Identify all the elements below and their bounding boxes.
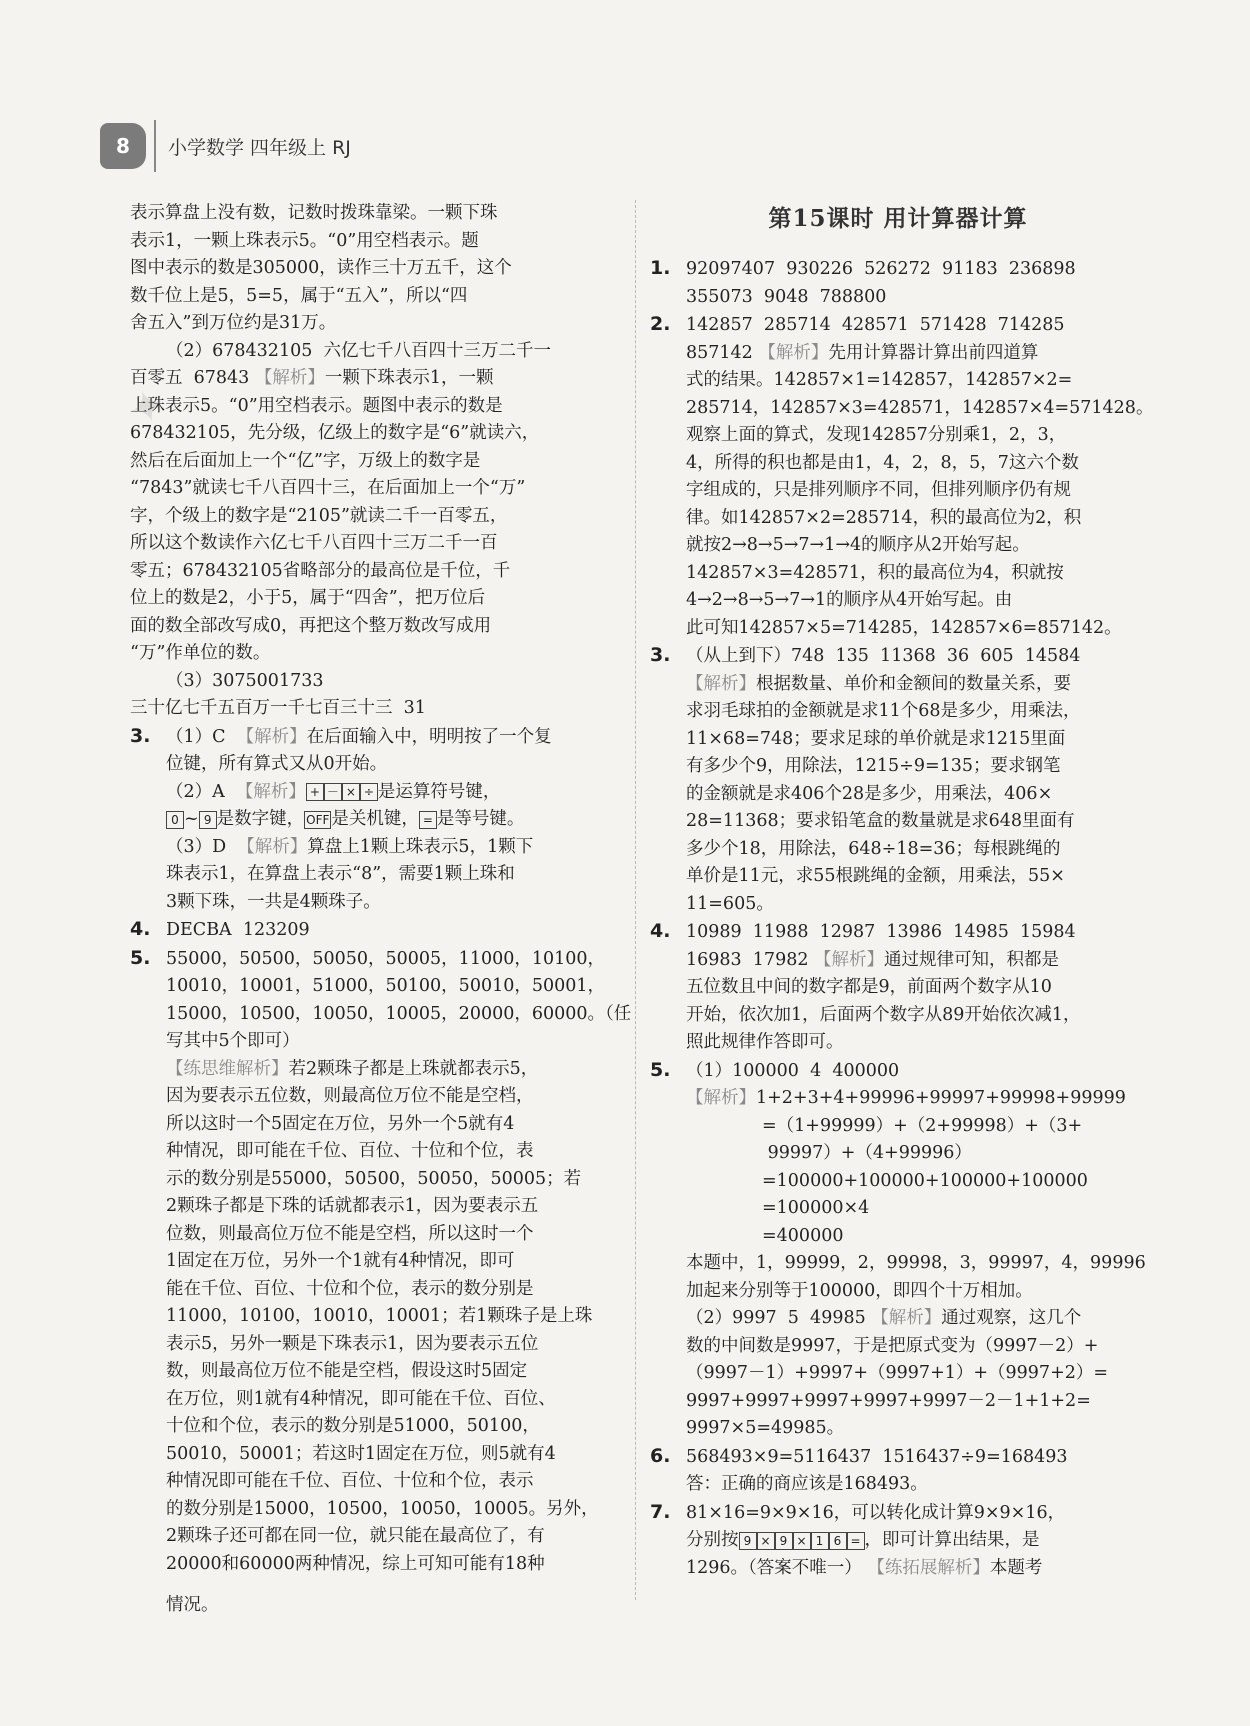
text-line — [130, 585, 620, 613]
line-text: 99997）+（4+99996） — [762, 1143, 972, 1163]
line-text: 分别按 — [686, 1530, 739, 1550]
text-line — [650, 1415, 1146, 1443]
line-text: 百零五 67843 — [130, 368, 255, 388]
text-line — [650, 284, 1146, 312]
text-line — [650, 726, 1146, 754]
text-line — [130, 668, 620, 696]
text-line — [130, 1496, 620, 1524]
analysis-tag: 【解析】 — [235, 781, 306, 802]
line-text: 142857×3=428571，积的最高位为4，积就按 — [686, 562, 1064, 583]
text-line — [650, 422, 1146, 450]
text-line — [130, 861, 620, 889]
line-text: 3颗下珠，一共是4颗珠子。 — [166, 891, 381, 912]
text-line — [130, 1138, 620, 1166]
text-line — [130, 558, 620, 586]
text-line — [130, 834, 620, 862]
line-text: （3）3075001733 — [166, 670, 324, 691]
line-text: 五位数且中间的数字都是9，前面两个数字从10 — [686, 977, 1052, 997]
line-text: 本题考 — [989, 1557, 1043, 1578]
text-line — [130, 255, 620, 283]
line-text: 面的数全部改写成0，再把这个整万数改写成用 — [130, 615, 492, 636]
line-text: 位上的数是2，小于5，属于“四舍”，把万位后 — [130, 588, 486, 608]
line-text: 11=605。 — [686, 893, 774, 914]
text-line — [130, 973, 620, 1001]
text-line — [130, 228, 620, 256]
right-column-body — [650, 255, 1154, 1582]
text-line — [650, 891, 1146, 919]
line-text: 857142 — [686, 342, 759, 363]
line-text: 通过规律可知，积都是 — [884, 949, 1060, 970]
calculator-key-icon: ÷ — [360, 783, 378, 801]
line-text: 数千位上是5，5=5，属于“五入”，所以“四 — [130, 285, 468, 306]
analysis-tag: 【解析】 — [254, 368, 325, 388]
text-line — [130, 1386, 620, 1414]
text-line — [130, 1468, 620, 1496]
text-line — [130, 1551, 620, 1579]
line-text: （3）D — [166, 836, 238, 857]
line-text: 表示5，另外一颗是下珠表示1，因为要表示五位 — [166, 1333, 539, 1354]
calculator-key-icon: OFF — [306, 812, 330, 827]
text-line — [650, 1471, 1146, 1499]
line-text: 15000，10500，10050，10005，20000，60000。（任 — [166, 1003, 632, 1024]
text-line — [650, 367, 1146, 395]
text-line — [650, 340, 1146, 368]
text-line — [650, 671, 1146, 699]
text-line — [650, 1085, 1146, 1113]
text-line — [130, 1331, 620, 1359]
question-line — [650, 1499, 1146, 1528]
line-text: 的数分别是15000，10500，10050，10005。另外， — [166, 1498, 599, 1519]
line-text: 种情况，即可能在千位、百位、十位和个位，表 — [166, 1141, 534, 1161]
text-line — [650, 753, 1146, 781]
line-text: 10010，10001，51000，50100，50010，50001， — [166, 976, 606, 996]
line-text: 律。如142857×2=285714，积的最高位为2，积 — [686, 507, 1082, 528]
text-line — [130, 1413, 620, 1441]
question-number: 3. — [130, 724, 151, 747]
text-line — [130, 1166, 620, 1194]
analysis-tag: 【解析】 — [686, 673, 756, 694]
line-text: =100000+100000+100000+100000 — [762, 1170, 1088, 1191]
line-text: “7843”就读七千八百四十三，在后面加上一个“万” — [130, 478, 526, 498]
line-text: 355073 9048 788800 — [686, 286, 887, 307]
question-line — [130, 945, 620, 974]
text-line — [130, 1248, 620, 1276]
text-line — [650, 974, 1146, 1002]
text-line — [130, 1111, 620, 1139]
line-text: 9997+9997+9997+9997+9997－2－1+1+2= — [686, 1390, 1091, 1411]
text-line — [650, 1113, 1146, 1141]
calculator-key-icon: 0 — [166, 811, 184, 829]
line-text: 开始，依次加1，后面两个数字从89开始依次减1， — [686, 1004, 1081, 1025]
column-divider — [635, 200, 636, 1600]
line-text: 2颗珠子还可都在同一位，就只能在最高位了，有 — [166, 1526, 545, 1546]
calculator-key-icon: 9 — [775, 1532, 793, 1550]
line-text: 20000和60000两种情况，综上可知可能有18种 — [166, 1553, 545, 1574]
line-text: 11×68=748；要求足球的单价就是求1215里面 — [686, 728, 1066, 749]
line-text: 零五；678432105省略部分的最高位是千位，千 — [130, 560, 511, 581]
analysis-tag: 【解析】 — [871, 1308, 942, 1328]
line-text: 照此规律作答即可。 — [686, 1032, 844, 1052]
analysis-tag: 【解析】 — [758, 342, 829, 363]
line-text: 算盘上1颗上珠表示5，1颗下 — [307, 836, 534, 857]
question-number: 7. — [650, 1500, 671, 1523]
line-text: 舍五入”到万位约是31万。 — [130, 313, 337, 333]
text-line — [130, 420, 620, 448]
line-text: 678432105，先分级，亿级上的数字是“6”就读六， — [130, 423, 540, 443]
analysis-tag: 【解析】 — [814, 949, 885, 970]
page-header — [100, 122, 351, 170]
question-number: 3. — [650, 644, 671, 666]
text-line — [650, 1388, 1146, 1416]
line-text: 因为要表示五位数，则最高位万位不能是空档， — [166, 1086, 534, 1106]
line-text: 55000，50500，50050，50005，11000，10100， — [166, 948, 606, 969]
line-text: 142857 285714 428571 571428 714285 — [686, 315, 1065, 335]
line-text: 568493×9=5116437 1516437÷9=168493 — [686, 1446, 1068, 1467]
text-line — [130, 475, 620, 503]
text-line — [130, 640, 620, 668]
line-text: DECBA 123209 — [166, 920, 310, 940]
question-number: 2. — [650, 313, 671, 335]
question-number: 6. — [650, 1444, 671, 1467]
analysis-tag: 【练拓展解析】 — [867, 1557, 990, 1578]
line-text: 1固定在万位，另外一个1就有4种情况，即可 — [166, 1251, 515, 1271]
line-text: 字，个级上的数字是“2105”就读二千一百零五， — [130, 505, 508, 526]
question-line — [650, 255, 1146, 284]
line-text: 是关机键， — [331, 809, 419, 829]
header-divider — [154, 120, 156, 172]
line-text: 写其中5个即可） — [166, 1031, 300, 1051]
text-line — [650, 947, 1146, 975]
text-line — [130, 365, 620, 393]
text-line — [650, 477, 1146, 505]
line-text: 4，所得的积也都是由1，4，2，8，5，7这六个数 — [686, 452, 1079, 473]
text-line — [650, 1305, 1146, 1333]
line-text: 的金额就是求406个28是多少，用乘法，406× — [686, 783, 1053, 804]
text-line — [650, 615, 1146, 643]
question-line — [130, 723, 620, 752]
question-line — [650, 918, 1146, 947]
analysis-tag: 【解析】 — [237, 836, 308, 857]
line-text: 十位和个位，表示的数分别是51000，50100， — [166, 1416, 540, 1436]
text-line — [650, 808, 1146, 836]
text-line — [650, 450, 1146, 478]
question-number: 5. — [130, 946, 151, 969]
text-line — [130, 393, 620, 421]
text-line — [130, 1303, 620, 1331]
text-line — [130, 1001, 632, 1029]
line-text: 表示1，一颗上珠表示5。“0”用空档表示。题 — [130, 230, 479, 251]
analysis-tag: 【练思维解析】 — [166, 1058, 289, 1079]
line-text: 就按2→8→5→7→1→4的顺序从2开始写起。 — [686, 535, 1030, 555]
text-line — [650, 532, 1146, 560]
text-line — [130, 1056, 620, 1084]
calculator-key-icon: × — [757, 1532, 775, 1550]
text-line — [650, 1527, 1146, 1555]
analysis-tag: 【解析】 — [236, 726, 307, 747]
text-line — [650, 587, 1146, 615]
line-text: 珠表示1，在算盘上表示“8”，需要1颗上珠和 — [166, 864, 515, 884]
line-text: 情况。 — [166, 1595, 219, 1615]
line-text: 是等号键。 — [436, 809, 525, 829]
line-text: 字组成的，只是排列顺序不同，但排列顺序仍有规 — [686, 480, 1071, 500]
line-text: 上珠表示5。“0”用空档表示。题图中表示的数是 — [130, 395, 503, 416]
line-text: （1）C — [166, 726, 237, 747]
section-title: 第15课时 用计算器计算 — [768, 205, 1028, 232]
text-line — [650, 836, 1146, 864]
calculator-key-icon: 6 — [829, 1532, 847, 1550]
line-text: 多少个18，用除法，648÷18=36；每根跳绳的 — [686, 838, 1061, 859]
text-line — [650, 1195, 1146, 1223]
text-line — [650, 505, 1146, 533]
line-text: 能在千位、百位、十位和个位，表示的数分别是 — [166, 1278, 534, 1299]
line-text: 位数，则最高位万位不能是空档，所以这时一个 — [166, 1223, 534, 1244]
text-line — [130, 338, 620, 366]
text-line — [130, 283, 620, 311]
line-text: 是数字键， — [216, 809, 305, 829]
text-line — [650, 1140, 1146, 1168]
line-text: 2颗珠子都是下珠的话就都表示1，因为要表示五 — [166, 1196, 539, 1216]
line-text: ，即可计算出结果，是 — [864, 1530, 1040, 1550]
text-line — [650, 1360, 1146, 1388]
line-text: （9997－1）+9997+（9997+1）+（9997+2）= — [686, 1363, 1109, 1383]
line-text: =100000×4 — [762, 1198, 870, 1218]
line-text: 数，则最高位万位不能是空档，假设这时5固定 — [166, 1361, 528, 1381]
line-text: 28=11368；要求铅笔盒的数量就是求648里面有 — [686, 811, 1075, 831]
question-number: 4. — [650, 920, 671, 942]
text-line — [130, 1358, 620, 1386]
line-text: 答：正确的商应该是168493。 — [686, 1474, 928, 1494]
line-text: 然后在后面加上一个“亿”字，万级上的数字是 — [130, 450, 481, 471]
text-line — [650, 560, 1146, 588]
line-text: ~ — [184, 809, 199, 829]
text-line — [130, 1276, 620, 1304]
text-line — [130, 889, 620, 917]
text-line — [650, 863, 1146, 891]
text-line — [650, 781, 1146, 809]
line-text: 单价是11元，求55根跳绳的金额，用乘法，55× — [686, 866, 1065, 886]
line-text: 此可知142857×5=714285，142857×6=857142。 — [686, 617, 1122, 638]
text-line — [130, 806, 620, 834]
text-line — [650, 1002, 1146, 1030]
line-text: 50010，50001；若这时1固定在万位，则5就有4 — [166, 1443, 556, 1464]
line-text: =400000 — [762, 1225, 844, 1246]
line-text: 1296。（答案不唯一） — [686, 1557, 868, 1578]
question-number: 4. — [130, 918, 151, 940]
question-number: 5. — [650, 1058, 671, 1081]
line-text: （从上到下）748 135 11368 36 605 14584 — [686, 646, 1081, 666]
line-text: 16983 17982 — [686, 949, 815, 970]
line-text: 表示算盘上没有数，记数时拨珠靠梁。一颗下珠 — [130, 203, 498, 223]
line-text: 一颗下珠表示1，一颗 — [324, 368, 494, 388]
question-line — [650, 311, 1146, 340]
text-line — [130, 695, 620, 723]
question-line — [650, 642, 1146, 671]
line-text: 有多少个9，用除法，1215÷9=135；要求钢笔 — [686, 756, 1061, 776]
line-text: 4→2→8→5→7→1的顺序从4开始写起。由 — [686, 590, 1013, 610]
line-text: 根据数量、单价和金额间的数量关系，要 — [756, 673, 1071, 694]
line-text: （1）100000 4 400000 — [686, 1060, 900, 1081]
text-line — [130, 1592, 620, 1620]
left-column — [130, 200, 632, 1620]
line-text: 1+2+3+4+99996+99997+99998+99999 — [756, 1088, 1126, 1108]
text-line — [130, 503, 620, 531]
line-text: 若2颗珠子都是上珠就都表示5， — [288, 1058, 539, 1079]
text-line — [650, 698, 1146, 726]
page-number-badge: 8 — [100, 123, 146, 169]
line-text: 加起来分别等于100000，即四个十万相加。 — [686, 1280, 1033, 1301]
right-column — [650, 200, 1154, 1582]
text-line — [130, 1221, 620, 1249]
line-text: 在万位，则1就有4种情况，即可能在千位、百位、 — [166, 1388, 556, 1409]
text-line — [650, 1278, 1146, 1306]
line-text: “万”作单位的数。 — [130, 643, 271, 663]
calculator-key-icon: × — [793, 1532, 811, 1550]
calculator-key-icon: = — [847, 1532, 865, 1550]
line-text: 求羽毛球拍的金额就是求11个68是多少，用乘法， — [686, 701, 1081, 721]
line-text: 观察上面的算式，发现142857分别乘1，2，3， — [686, 425, 1067, 445]
line-text: 在后面输入中，明明按了一个复 — [306, 726, 552, 747]
line-text: 92097407 930226 526272 91183 236898 — [686, 259, 1076, 279]
line-text: 9997×5=49985。 — [686, 1418, 845, 1438]
text-line — [650, 1223, 1146, 1251]
line-text: =（1+99999）+（2+99998）+（3+ — [762, 1115, 1083, 1136]
line-text: 数的中间数是9997，于是把原式变为（9997－2）+ — [686, 1335, 1099, 1356]
text-line — [130, 448, 620, 476]
line-text: 10989 11988 12987 13986 14985 15984 — [686, 922, 1076, 942]
line-text: 通过观察，这几个 — [941, 1308, 1082, 1328]
calculator-key-icon: 1 — [811, 1532, 829, 1550]
line-text: 位键，所有算式又从0开始。 — [166, 754, 388, 774]
line-text: 示的数分别是55000，50500，50050，50005；若 — [166, 1168, 582, 1189]
text-line — [130, 1193, 620, 1221]
calculator-key-icon: = — [419, 811, 437, 829]
line-text: 式的结果。142857×1=142857，142857×2= — [686, 370, 1073, 390]
text-line — [130, 1083, 620, 1111]
text-line — [130, 310, 620, 338]
text-line — [130, 1441, 620, 1469]
line-text: 11000，10100，10010，10001；若1颗珠子是上珠 — [166, 1306, 593, 1326]
line-text: 三十亿七千五百万一千七百三十三 31 — [130, 698, 426, 718]
watermark: ✦ — [120, 375, 174, 439]
line-text: 81×16=9×9×16，可以转化成计算9×9×16， — [686, 1502, 1066, 1523]
calculator-key-icon: 9 — [199, 811, 217, 829]
line-text: 是运算符号键， — [377, 781, 501, 802]
calculator-key-icon: 9 — [739, 1532, 757, 1550]
text-line — [650, 1168, 1146, 1196]
line-text: 先用计算器计算出前四道算 — [828, 342, 1039, 363]
analysis-tag: 【解析】 — [686, 1088, 756, 1108]
question-line — [650, 1443, 1146, 1472]
text-line — [650, 1333, 1146, 1361]
line-text: （2）9997 5 49985 — [686, 1308, 872, 1328]
line-text: 所以这时一个5固定在万位，另外一个5就有4 — [166, 1113, 515, 1134]
line-text: 285714，142857×3=428571，142857×4=571428。 — [686, 397, 1154, 418]
line-text: 种情况即可能在千位、百位、十位和个位，表示 — [166, 1471, 534, 1491]
text-line — [130, 613, 620, 641]
text-line — [130, 1523, 620, 1551]
text-line — [650, 1555, 1146, 1583]
question-line — [130, 916, 620, 945]
text-line — [650, 1029, 1146, 1057]
text-line — [130, 1028, 620, 1056]
line-text: （2）A — [166, 781, 236, 802]
text-line — [650, 395, 1154, 423]
text-line — [130, 751, 620, 779]
text-line — [130, 530, 620, 558]
calculator-key-icon: + — [306, 783, 324, 801]
text-line — [650, 1250, 1146, 1278]
line-text: 所以这个数读作六亿七千八百四十三万二千一百 — [130, 533, 498, 553]
question-number: 1. — [650, 257, 671, 279]
text-line — [130, 779, 620, 807]
text-line — [130, 200, 620, 228]
line-text: （2）678432105 六亿七千八百四十三万二千一 — [166, 340, 551, 361]
calculator-key-icon: × — [342, 783, 360, 801]
line-text: 图中表示的数是305000，读作三十万五千，这个 — [130, 258, 512, 278]
book-title: 小学数学 四年级上 RJ — [168, 136, 351, 159]
question-line — [650, 1057, 1146, 1086]
line-text: 本题中，1，99999，2，99998，3，99997，4，99996 — [686, 1253, 1146, 1273]
calculator-key-icon: － — [324, 783, 342, 801]
